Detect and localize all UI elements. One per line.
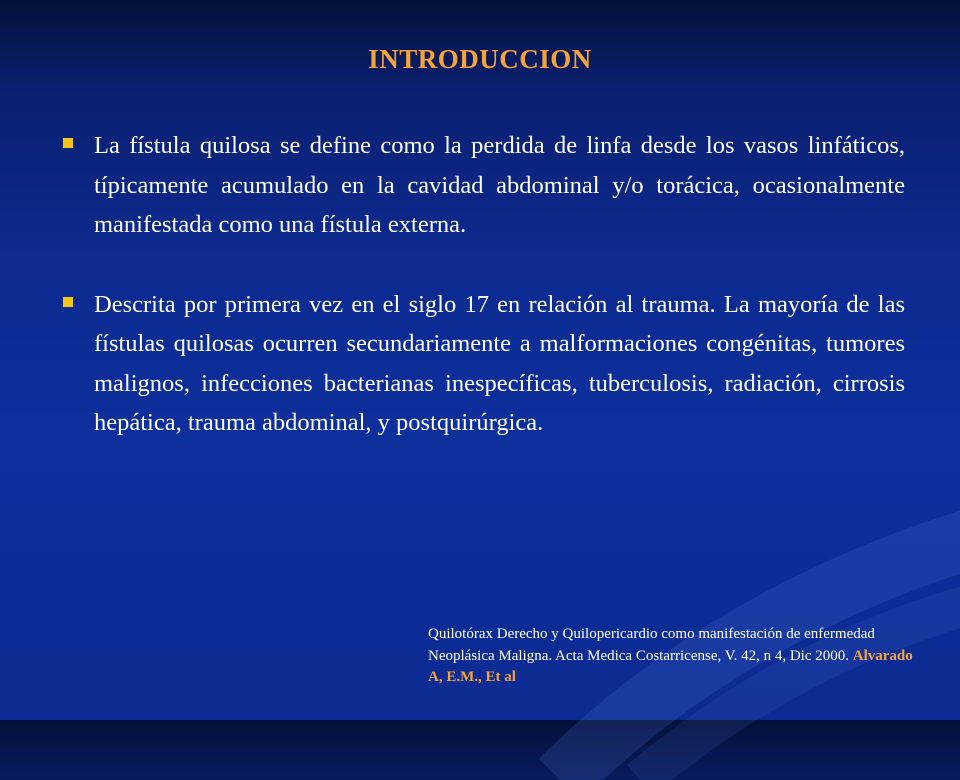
bullet-item [60,285,905,443]
square-bullet-icon [63,138,73,148]
citation-authors: Alvarado A, E.M., Et al [428,647,913,685]
bullet-text: La fístula quilosa se define como la perdida de linfa desde los vasos linfáticos, típicamente acumulado en la cavidad abdominal y/o torácica, ocasionalmente manifestada como una fístula externa. [94,132,905,238]
bullet-item [60,126,905,245]
square-bullet-icon [63,297,73,307]
citation-text: Quilotórax Derecho y Quilopericardio como manifestación de enfermedad Neoplásica Maligna. Acta Medica Costarricense, V. 42, n 4, Dic 2000. [428,626,875,664]
citation [428,624,928,689]
slide-title: INTRODUCCION [368,44,592,74]
bullet-list [60,126,905,483]
bullet-text: Descrita por primera vez en el siglo 17 en relación al trauma. La mayoría de las fístulas quilosas ocurren secundariamente a malformaciones congénitas, tumores malignos, infecciones bacterianas inespecíficas, tuberculosis, radiación, cirrosis hepática, trauma abdominal, y postquirúrgica. [94,290,905,436]
